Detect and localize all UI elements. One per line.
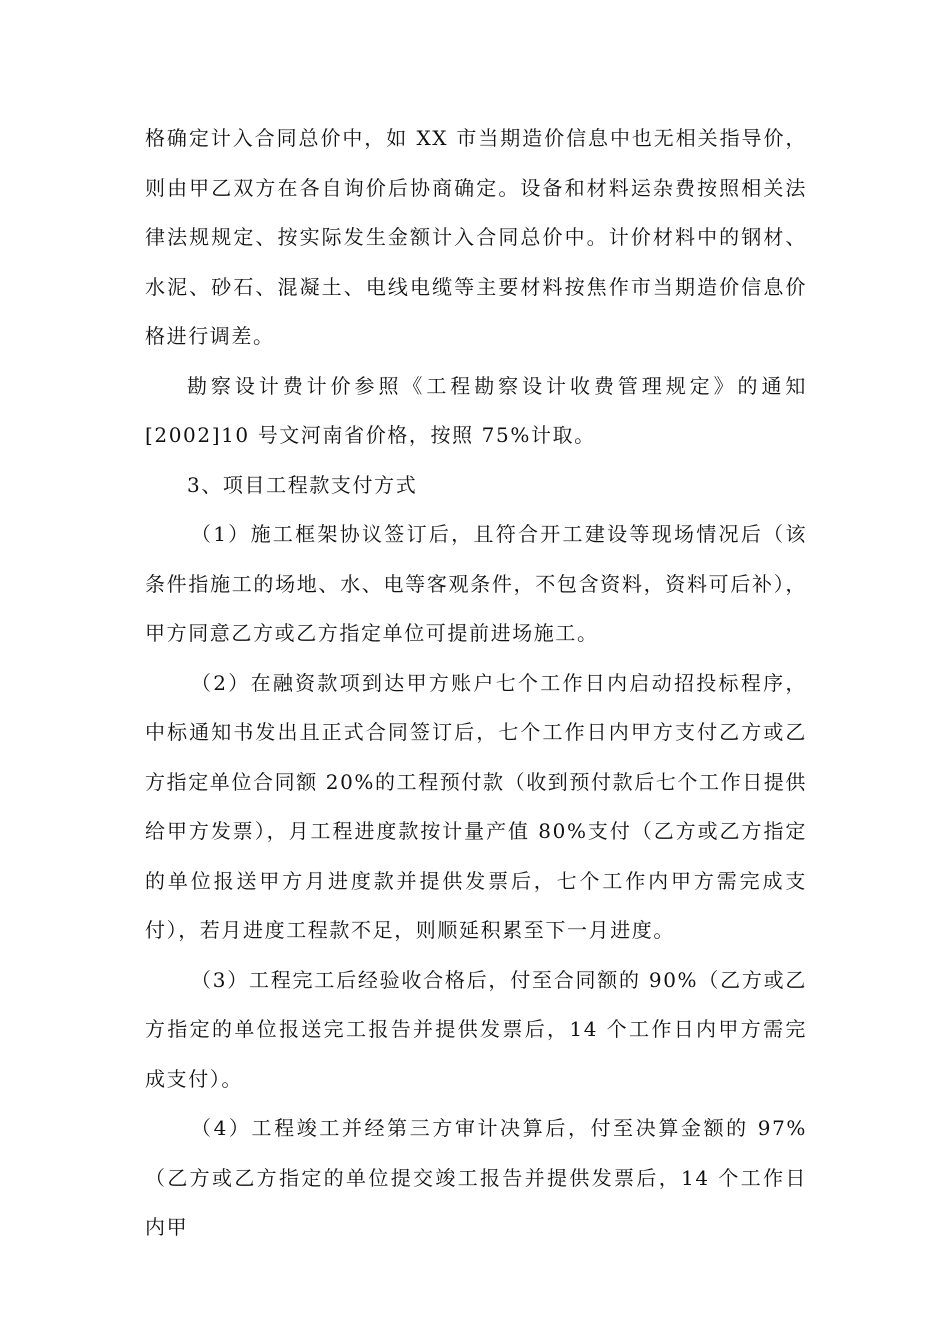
- document-body: [145, 114, 807, 1253]
- section-heading-payment-method: 3、项目工程款支付方式: [187, 472, 418, 497]
- paragraph-payment-item-3: （3）工程完工后经验收合格后，付至合同额的 90%（乙方或乙方指定的单位报送完工报告并提供发票后，14 个工作日内甲方需完成支付）。: [145, 967, 807, 1091]
- paragraph-payment-item-1: （1）施工框架协议签订后，且符合开工建设等现场情况后（该条件指施工的场地、水、电等客观条件，不包含资料，资料可后补），甲方同意乙方或乙方指定单位可提前进场施工。: [145, 522, 807, 645]
- paragraph-payment-item-2: （2）在融资款项到达甲方账户七个工作日内启动招投标程序，中标通知书发出且正式合同签订后，七个工作日内甲方支付乙方或乙方指定单位合同额 20%的工程预付款（收到预付款后七个工作日提供给甲方发票），月工程进度款按计量产值 80%支付（乙方或乙方指定的单位报送甲方月进度款并提供发票后，七个工作内甲方需完成支付），若月进度工程款不足，则顺延积累至下一月进度。: [145, 670, 808, 942]
- paragraph-pricing-continuation: 格确定计入合同总价中，如 XX 市当期造价信息中也无相关指导价，则由甲乙双方在各自询价后协商确定。设备和材料运杂费按照相关法律法规规定、按实际发生金额计入合同总价中。计价材料中的钢材、水泥、砂石、混凝土、电线电缆等主要材料按焦作市当期造价信息价格进行调差。: [145, 126, 807, 348]
- paragraph-payment-item-4: （4）工程竣工并经第三方审计决算后，付至决算金额的 97%（乙方或乙方指定的单位提交竣工报告并提供发票后，14 个工作日内甲: [145, 1116, 807, 1239]
- paragraph-survey-design-fee: 勘察设计费计价参照《工程勘察设计收费管理规定》的通知[2002]10 号文河南省价格，按照 75%计取。: [145, 373, 807, 447]
